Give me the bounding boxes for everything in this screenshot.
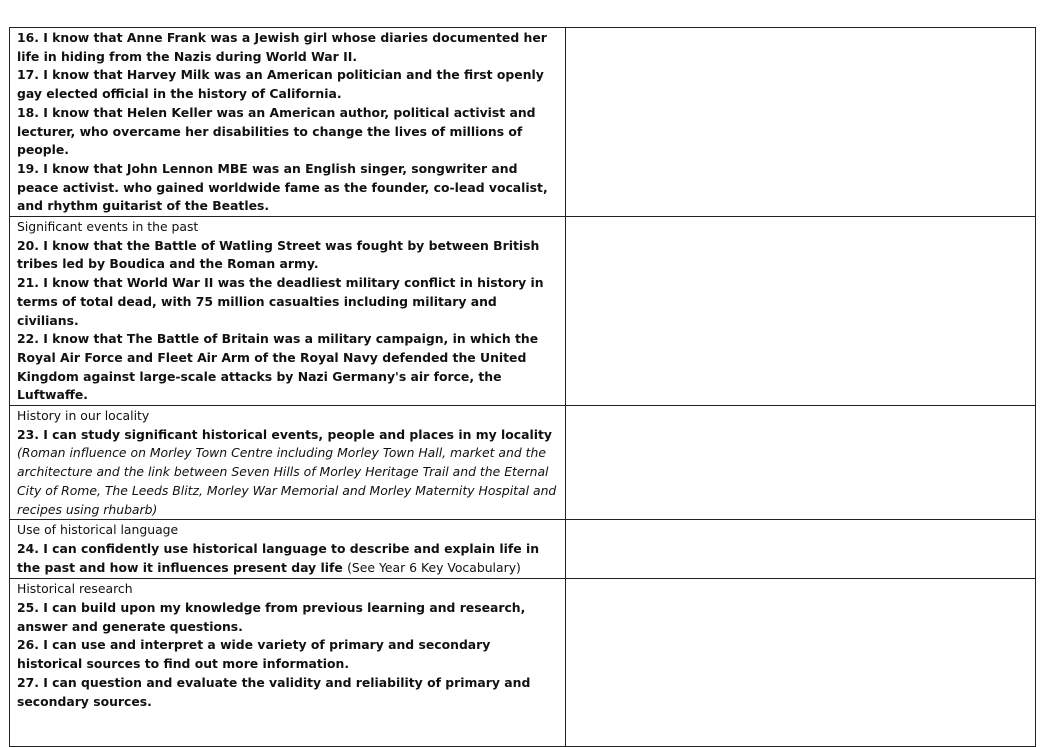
statements-cell — [10, 520, 566, 579]
statements-cell — [10, 28, 566, 217]
table-row — [10, 217, 1036, 406]
statement-22: 22. I know that The Battle of Britain was a military campaign, in which the Royal Air Force and Fleet Air Arm of the Royal Navy defended the United Kingdom against large-scale attacks by Nazi Germany's air force, the Luftwaffe. — [17, 331, 539, 403]
statement-24: 24. I can confidently use historical language to describe and explain life in the past and how it influences present day life — [17, 540, 540, 575]
statements-cell — [10, 406, 566, 520]
vocabulary-note: (See Year 6 Key Vocabulary) — [347, 559, 521, 575]
notes-cell[interactable] — [566, 217, 1036, 406]
section-heading: Use of historical language — [17, 522, 179, 538]
statement-16: 16. I know that Anne Frank was a Jewish girl whose diaries documented her life in hiding from the Nazis during World War II. — [17, 30, 547, 64]
notes-cell[interactable] — [566, 28, 1036, 217]
table-row — [10, 520, 1036, 579]
statement-25: 25. I can build upon my knowledge from previous learning and research, answer and generate questions. — [17, 599, 526, 634]
table-row — [10, 28, 1036, 217]
section-heading: Historical research — [17, 581, 133, 597]
section-heading: History in our locality — [17, 408, 150, 424]
statement-18: 18. I know that Helen Keller was an American author, political activist and lecturer, who overcame her disabilities to change the lives of millions of people. — [17, 104, 536, 158]
statement-23: 23. I can study significant historical events, people and places in my locality — [17, 426, 552, 442]
statement-24-wrapper — [17, 540, 558, 577]
notes-cell[interactable] — [566, 579, 1036, 747]
table-row — [10, 406, 1036, 520]
statements-cell — [10, 579, 566, 747]
statement-17: 17. I know that Harvey Milk was an American politician and the first openly gay elected official in the history of California. — [17, 67, 544, 102]
locality-note: (Roman influence on Morley Town Centre including Morley Town Hall, market and the architecture and the link between Seven Hills of Morley Heritage Trail and the Eternal City of Rome, The Leeds Blitz, Morley War Memorial and Morley Maternity Hospital and recipes using rhubarb) — [17, 445, 557, 517]
table-row — [10, 579, 1036, 747]
statement-19: 19. I know that John Lennon MBE was an English singer, songwriter and peace activist. who gained worldwide fame as the founder, co-lead vocalist, and rhythm guitarist of the Beatles. — [17, 160, 548, 214]
statement-26: 26. I can use and interpret a wide variety of primary and secondary historical sources to find out more information. — [17, 637, 491, 672]
statement-20: 20. I know that the Battle of Watling Street was fought by between British tribes led by Boudica and the Roman army. — [17, 237, 540, 272]
statements-cell — [10, 217, 566, 406]
notes-cell[interactable] — [566, 406, 1036, 520]
notes-cell[interactable] — [566, 520, 1036, 579]
section-heading: Significant events in the past — [17, 219, 199, 235]
statement-27: 27. I can question and evaluate the validity and reliability of primary and secondary sources. — [17, 674, 531, 709]
statement-21: 21. I know that World War II was the deadliest military conflict in history in terms of total dead, with 75 million casualties including military and civilians. — [17, 275, 544, 328]
curriculum-table — [9, 27, 1036, 747]
